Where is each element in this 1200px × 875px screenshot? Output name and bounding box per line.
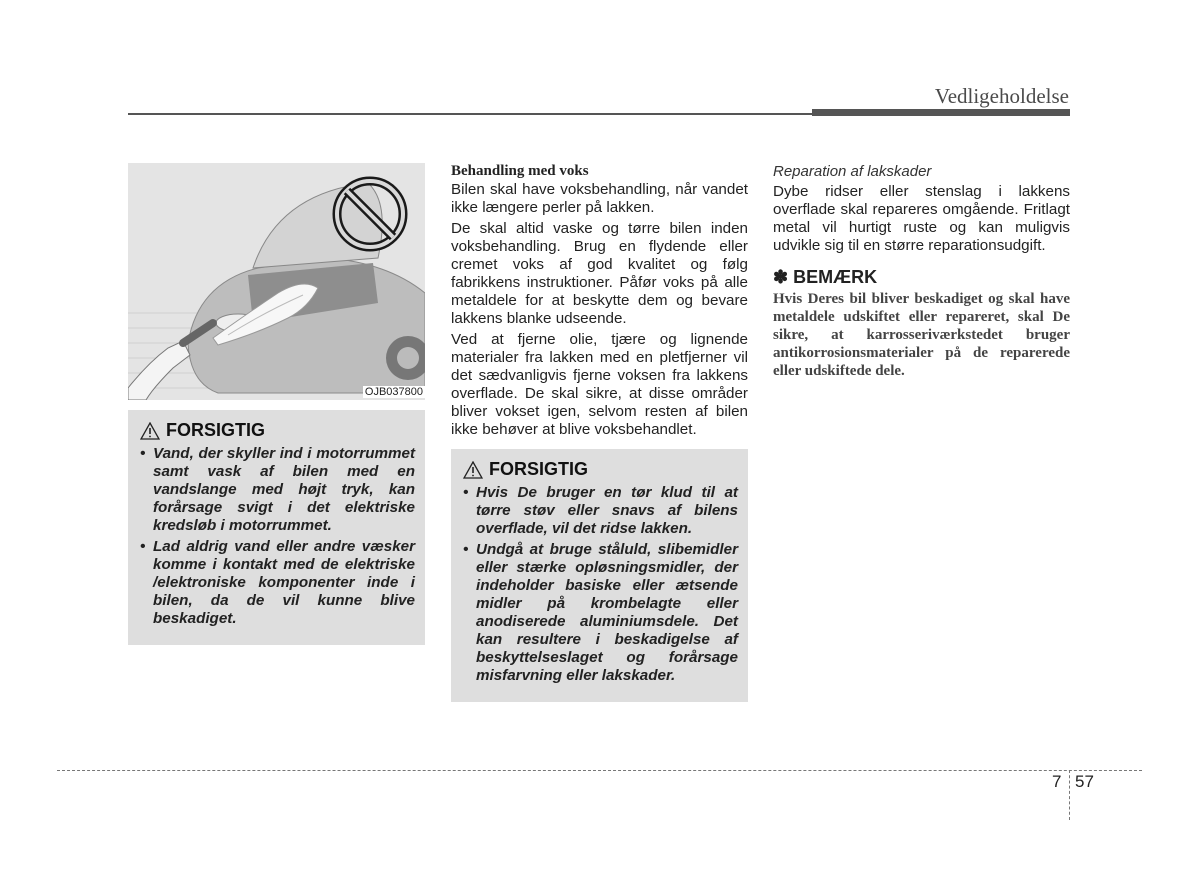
figure-code: OJB037800 [364, 386, 423, 398]
column-middle [451, 163, 748, 702]
chapter-number: 7 [1052, 772, 1062, 791]
column-right [773, 163, 1070, 380]
caution-list [138, 445, 415, 628]
list-item: • Hvis De bruger en tør klud til at tørre støv eller snavs af bilens overflade, vil det ridse lakken. [461, 484, 738, 538]
header-rule-accent [812, 109, 1070, 116]
repair-heading: Reparation af lakskader [773, 163, 932, 180]
paragraph: Bilen skal have voksbehandling, når vandet ikke længere perler på lakken. [451, 181, 748, 216]
page-number: 57 [1075, 772, 1094, 791]
caution-box-left [128, 410, 425, 645]
wax-heading: Behandling med voks [451, 163, 589, 179]
caution-list [461, 484, 738, 685]
paragraph: Ved at fjerne olie, tjære og lignende materialer fra lakken med en pletfjerner vil det sædvanligvis fjerne voksen fra lakkens overflade. De skal sikre, at disse områder bliver vokset igen, selvom resten af bilen ikke behøver at blive voksbehandlet. [451, 331, 748, 438]
note-title: ✽ BEMÆRK [773, 267, 878, 287]
column-left [128, 163, 425, 645]
warning-triangle-icon [140, 422, 160, 440]
paragraph: De skal altid vaske og tørre bilen inden voksbehandling. Brug en flydende eller cremet voks af god kvalitet og følg fabrikkens instruktioner. Påfør voks på alle metaldele for at beskytte dem og bevare lakkens blanke udseende. [451, 220, 748, 327]
list-item: • Undgå at bruge ståluld, slibemidler eller stærke opløsningsmidler, der indeholder basiske eller ætsende midler på krombelagte eller anodiserede aluminiumsdele. Det kan resultere i beskadigelse af beskyttelseslaget og forårsage misfarvning eller lakskader. [461, 541, 738, 685]
caution-box-middle [451, 449, 748, 702]
water-spray-icon [208, 273, 328, 353]
section-title: Vedligeholdelse [934, 84, 1069, 108]
footer-rule [57, 770, 1142, 771]
paragraph: Dybe ridser eller stenslag i lakkens overflade skal repareres omgående. Fritlagt metal vil hurtigt ruste og kan muligvis udvikle sig til en større reparationsudgift. [773, 183, 1070, 254]
caution-title: FORSIGTIG [166, 420, 265, 440]
list-item: • Vand, der skyller ind i motorrummet samt vask af bilen med en vandslange med højt tryk, kan forårsage svigt i det elektriske kredsløb i motorrummet. [138, 445, 415, 535]
list-item: • Lad aldrig vand eller andre væsker komme i kontakt med de elektriske /elektroniske komponenter inde i bilen, da de vil kunne blive beskadiget. [138, 538, 415, 628]
warning-triangle-icon [463, 461, 483, 479]
prohibition-sign-icon [331, 175, 409, 253]
figure-car-washing [128, 163, 425, 400]
note-text: Hvis Deres bil bliver beskadiget og skal have metaldele udskiftet eller repareret, skal De sikre, at karrosseriværkstedet bruger antikorrosionsmaterialer på de reparerede eller udskiftede dele. [773, 291, 1070, 379]
footer-divider [1069, 770, 1070, 820]
caution-title: FORSIGTIG [489, 459, 588, 479]
